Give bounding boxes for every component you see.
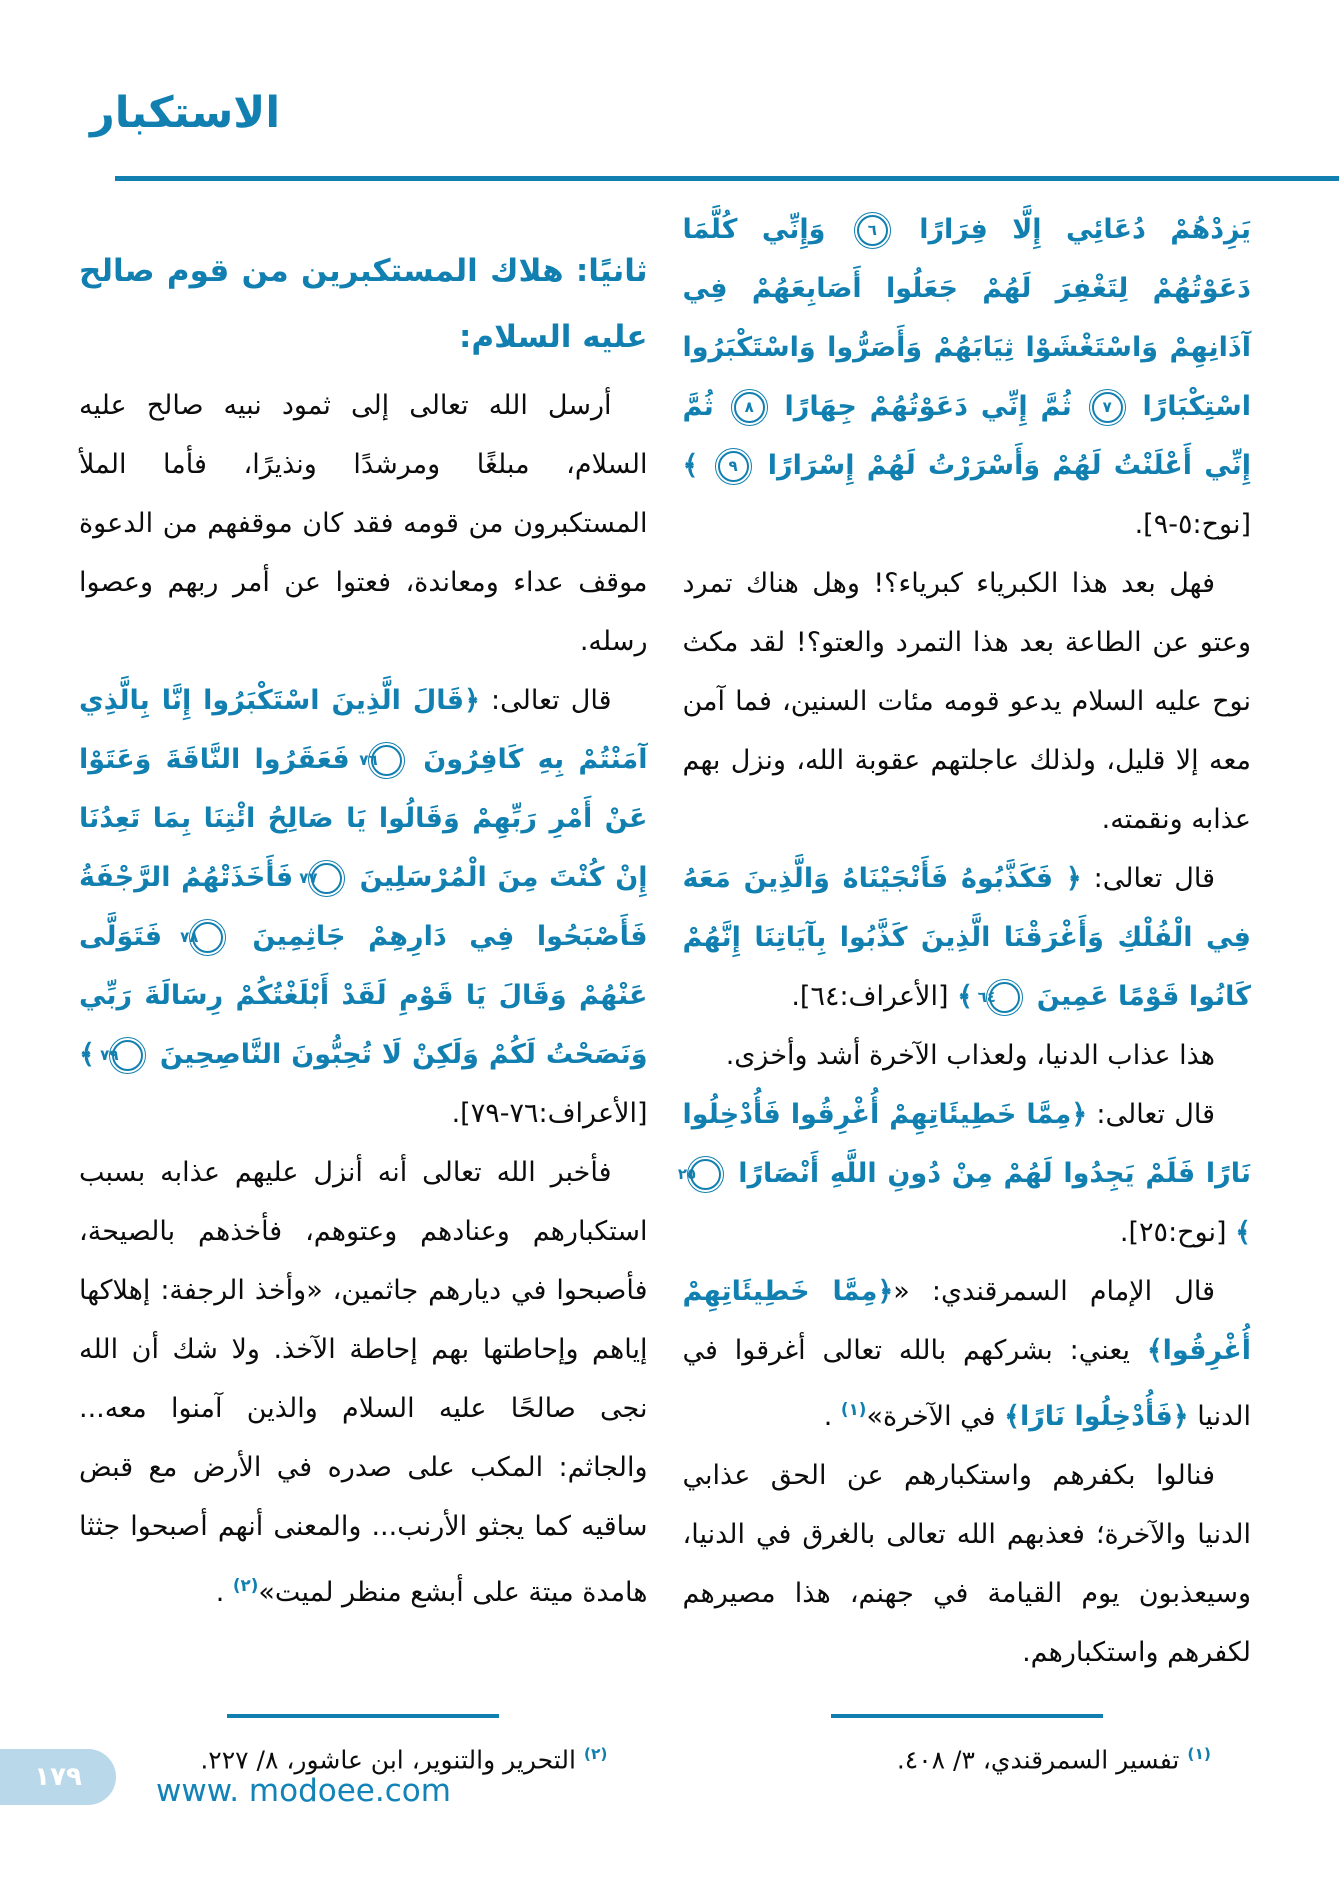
ayah-number: ٩ <box>718 451 749 482</box>
content-columns <box>79 200 1251 1780</box>
quran-text: ﴾ <box>79 1039 105 1070</box>
footnote-text <box>683 1734 1252 1780</box>
text-run: [الأعراف:٦٤]. <box>791 981 958 1012</box>
text-run: فأخبر الله تعالى أنه أنزل عليهم عذابه بسبب استكبارهم وعنادهم وعتوهم، فأخذهم بالصيحة، فأصبحوا في ديارهم جاثمين، «وأخذ الرجفة: إهلاكها إياهم وإحاطتها بهم إحاطة الآخذ. ولا شك أن الله نجى صالحًا عليه السلام والذين آمنوا معه... والجاثم: المكب على صدره في الأرض مع قبض ساقيه كما يجثو الأرنب... والمعنى أنهم أصبحوا جثثا هامدة ميتة على أبشع منظر لميت» <box>79 1157 648 1608</box>
text-run: في الآخرة» <box>866 1401 1005 1432</box>
text-run: يعني: بشركهم بالله تعالى أغرقوا في الدنيا <box>682 1335 1251 1432</box>
footnote-marker: (٢) <box>232 1575 259 1595</box>
text-run: [الأعراف:٧٦-٧٩]. <box>451 1098 648 1129</box>
ayah-number: ٢٥ <box>690 1159 721 1190</box>
quran-citation-paragraph <box>677 1085 1252 1262</box>
text-run: [نوح:٢٥]. <box>1119 1217 1236 1248</box>
footnote-divider <box>831 1714 1103 1718</box>
footnote-marker: (٢) <box>583 1744 608 1763</box>
commentary-paragraph <box>683 1262 1252 1446</box>
page-number: ١٧٩ <box>34 1762 82 1792</box>
quran-text: وَإِنِّي كُلَّمَا دَعَوْتُهُمْ لِتَغْفِرَ لَهُمْ جَعَلُوا أَصَابِعَهُمْ فِي آذَانِهِمْ وَاسْتَغْشَوْا ثِيَابَهُمْ وَأَصَرُّوا وَاسْتَكْبَرُوا اسْتِكْبَارًا <box>682 214 1251 422</box>
paragraph <box>683 1026 1252 1085</box>
quran-text: ثُمَّ إِنِّي أَعْلَنْتُ لَهُمْ وَأَسْرَرْتُ لَهُمْ إِسْرَارًا <box>682 391 1251 481</box>
quran-text: ﴿مِمَّا خَطِيئَاتِهِمْ أُغْرِقُوا﴾ <box>682 1276 1251 1366</box>
ayah-number: ٧٨ <box>192 922 223 953</box>
quran-citation-paragraph <box>79 671 648 1143</box>
text-run: فهل بعد هذا الكبرياء كبرياء؟! وهل هناك تمرد وعتو عن الطاعة بعد هذا التمرد والعتو؟! لقد مكث نوح عليه السلام يدعو قومه مئات السنين، فما آمن معه إلا قليل، ولذلك عاجلتهم عقوبة الله، ونزل بهم عذابه ونقمته. <box>682 568 1251 835</box>
ayah-number: ٦٤ <box>989 982 1020 1013</box>
text-run: . <box>215 1577 233 1608</box>
ayah-number: ٧٧ <box>311 863 342 894</box>
commentary-paragraph <box>79 1143 648 1622</box>
website-text: www. modoee.com <box>156 1773 451 1809</box>
text-run: هذا عذاب الدنيا، ولعذاب الآخرة أشد وأخزى. <box>725 1040 1215 1071</box>
ayah-number: ٧٩ <box>112 1040 143 1071</box>
paragraph <box>683 1446 1252 1682</box>
quran-citation-paragraph <box>683 849 1252 1026</box>
quran-text: فَعَقَرُوا النَّاقَةَ وَعَتَوْا عَنْ أَمْرِ رَبِّهِمْ وَقَالُوا يَا صَالِحُ ائْتِنَا بِمَا تَعِدُنَا إِنْ كُنْتَ مِنَ الْمُرْسَلِينَ <box>79 744 648 893</box>
ayah-number: ٧ <box>1092 392 1123 423</box>
text-run: أرسل الله تعالى إلى ثمود نبيه صالح عليه السلام، مبلغًا ومرشدًا ونذيرًا، فأما الملأ المستكبرون من قومه فقد كان موقفهم من الدعوة موقف عداء ومعاندة، فعتوا عن أمر ربهم وعصوا رسله. <box>79 390 648 657</box>
quran-text: يَزِدْهُمْ دُعَائِي إِلَّا فِرَارًا <box>894 214 1251 245</box>
footnote-right <box>683 1714 1252 1780</box>
text-run: [نوح:٥-٩]. <box>1134 509 1251 540</box>
text-run: قال تعالى: <box>479 685 612 716</box>
text-run: تفسير السمرقندي، ٣/ ٤٠٨. <box>896 1745 1188 1774</box>
page-number-badge <box>0 1749 116 1805</box>
page-title: الاستكبار <box>90 88 281 138</box>
quran-text: فَتَوَلَّى عَنْهُمْ وَقَالَ يَا قَوْمِ لَقَدْ أَبْلَغْتُكُمْ رِسَالَةَ رَبِّي وَنَصَحْتُ لَكُمْ وَلَكِنْ لَا تُحِبُّونَ النَّاصِحِينَ <box>79 921 648 1070</box>
quran-text: ﴾ <box>957 981 983 1012</box>
ayah-number: ٦ <box>857 215 888 246</box>
paragraph <box>683 554 1252 849</box>
section-heading: ثانيًا: هلاك المستكبرين من قوم صالح عليه السلام: <box>79 253 648 355</box>
footnote-marker: (١) <box>840 1399 867 1419</box>
text-run: قال تعالى: <box>1087 1099 1215 1130</box>
paragraph <box>79 376 648 671</box>
text-run: التحرير والتنوير، ابن عاشور، ٨/ ٢٢٧. <box>200 1745 584 1774</box>
header-divider <box>115 176 1339 181</box>
ayah-number: ٧٦ <box>371 745 402 776</box>
footnote-divider <box>227 1714 499 1718</box>
quran-verse-block <box>683 200 1252 554</box>
quran-text: ﴾ <box>1235 1217 1251 1248</box>
quran-text: ﴿فَأُدْخِلُوا نَارًا﴾ <box>1004 1401 1189 1432</box>
column-left <box>79 200 648 1780</box>
text-run: . <box>823 1401 841 1432</box>
text-run: قال الإمام السمرقندي: « <box>893 1276 1215 1307</box>
quran-text: ﴾ <box>682 450 711 481</box>
column-right <box>677 200 1252 1780</box>
quran-text: ﴿مِمَّا خَطِيئَاتِهِمْ أُغْرِقُوا فَأُدْخِلُوا نَارًا فَلَمْ يَجِدُوا لَهُمْ مِنْ دُونِ اللَّهِ أَنْصَارًا <box>682 1099 1251 1189</box>
quran-text: ﴿ فَكَذَّبُوهُ فَأَنْجَيْنَاهُ وَالَّذِينَ مَعَهُ فِي الْفُلْكِ وَأَغْرَقْنَا الَّذِينَ كَذَّبُوا بِآيَاتِنَا إِنَّهُمْ كَانُوا قَوْمًا عَمِينَ <box>682 863 1251 1012</box>
ayah-number: ٨ <box>734 392 765 423</box>
quran-text: ﴿قَالَ الَّذِينَ اسْتَكْبَرُوا إِنَّا بِالَّذِي آمَنْتُمْ بِهِ كَافِرُونَ <box>79 685 648 775</box>
text-run: فنالوا بكفرهم واستكبارهم عن الحق عذابي الدنيا والآخرة؛ فعذبهم الله تعالى بالغرق في الدنيا، وسيعذبون يوم القيامة في جهنم، هذا مصيرهم لكفرهم واستكبارهم. <box>682 1460 1251 1668</box>
footnote-marker: (١) <box>1187 1744 1211 1763</box>
quran-text: ثُمَّ إِنِّي دَعَوْتُهُمْ جِهَارًا <box>771 391 1085 422</box>
footnote-left <box>79 1714 648 1780</box>
text-run: قال تعالى: <box>1081 863 1215 894</box>
quran-text: فَأَخَذَتْهُمُ الرَّجْفَةُ فَأَصْبَحُوا فِي دَارِهِمْ جَاثِمِينَ <box>79 862 648 952</box>
